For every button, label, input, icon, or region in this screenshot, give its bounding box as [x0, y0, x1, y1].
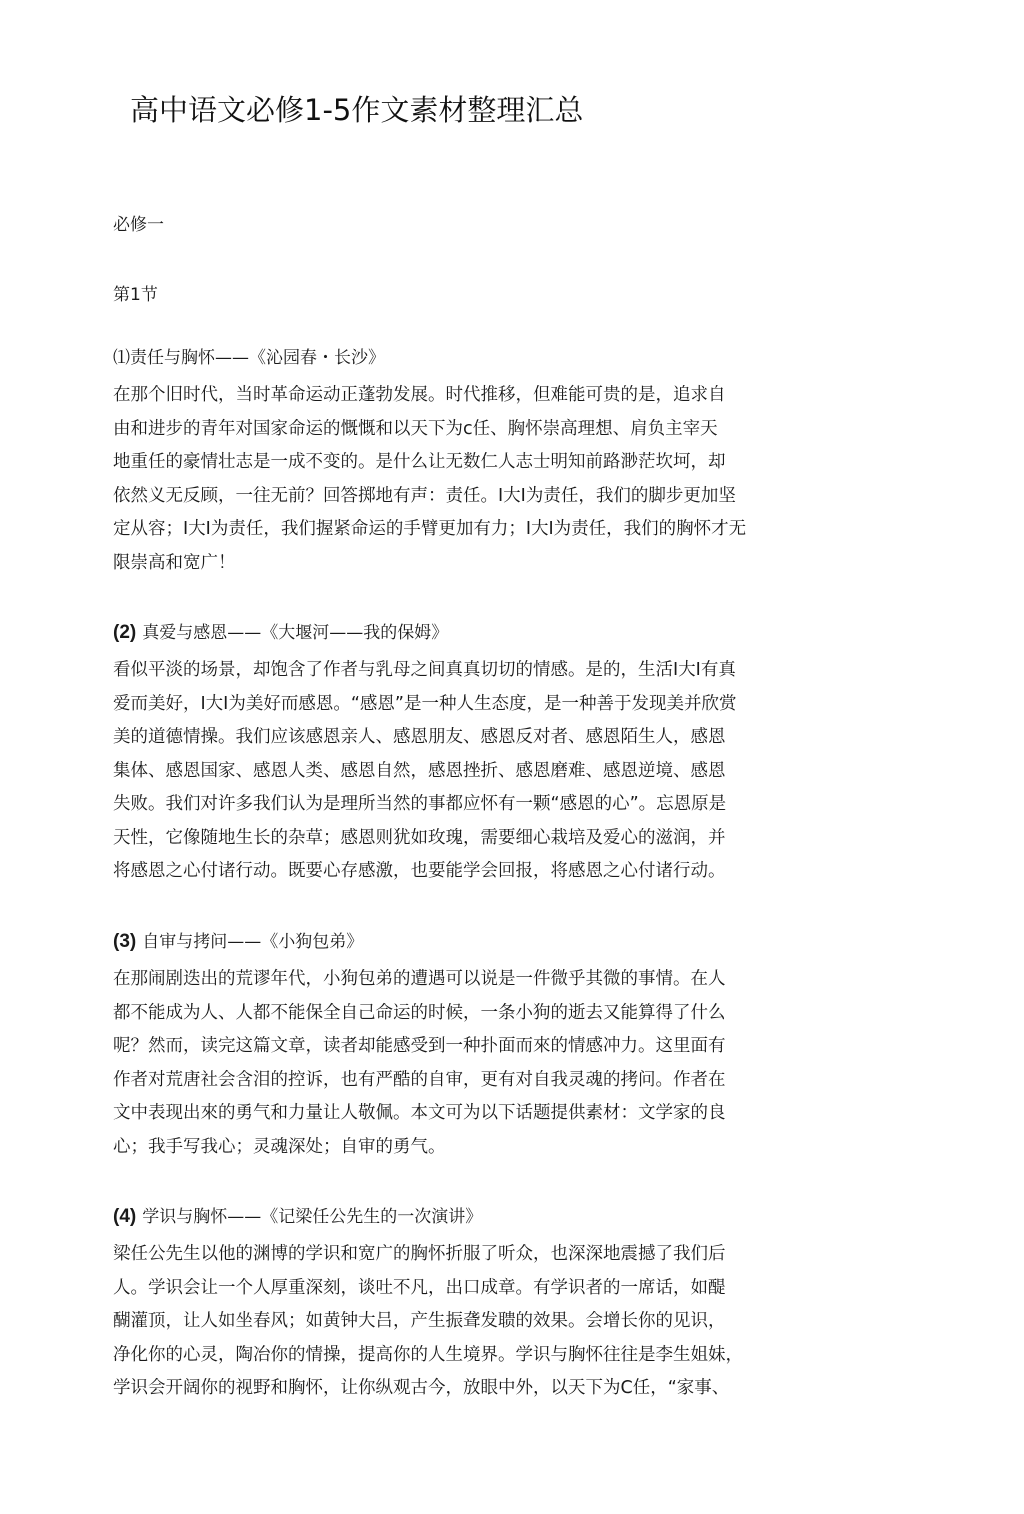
paragraph-line: 文中表现出來的勇气和力量让人敬佩。本文可为以下话题提供素材：文学家的良: [113, 1103, 726, 1123]
item-number: (4): [113, 1206, 137, 1227]
item-title: 学识与胸怀——《记梁任公先生的一次演讲》: [142, 1207, 483, 1227]
paragraph-line: 失败。我们对许多我们认为是理所当然的事都应怀有一颗“感恩的心”。忘恩原是: [113, 794, 727, 814]
volume-heading: 必修一: [113, 215, 164, 235]
paragraph-line: 由和进步的青年对国家命运的慨慨和以天下为c任、胸怀崇高理想、肩负主宰天: [113, 418, 718, 439]
item-heading: [113, 929, 873, 955]
paragraph-line: 醐灌顶，让人如坐春风；如黄钟大吕，产生振聋发聩的效果。会增长你的见识，: [113, 1311, 726, 1331]
item-heading: [113, 620, 873, 646]
paragraph-line: 人。学识会让一个人厚重深刻，谈吐不凡，出口成章。有学识者的一席话，如醍: [113, 1277, 726, 1298]
essay-item-4: [113, 1204, 873, 1406]
paragraph-line: 限崇高和宽广！: [113, 552, 236, 573]
paragraph-line: 心；我手写我心；灵魂深处；自审的勇气。: [113, 1136, 446, 1157]
paragraph-line: 梁任公先生以他的渊博的学识和宽广的胸怀折服了听众，也深深地震撼了我们后: [113, 1244, 726, 1264]
paragraph-line: 天性，它像随地生长的杂草；感恩则犹如玫瑰，需要细心栽培及爱心的滋润，并: [113, 827, 726, 848]
paragraph-line: 都不能成为人、人都不能保全自己命运的时候，一条小狗的逝去又能算得了什么: [113, 1002, 726, 1023]
essay-item-1: [113, 345, 873, 580]
section-heading: 第1节: [113, 285, 158, 305]
paragraph-line: 在那个旧时代，当时革命运动正蓬勃发展。时代推移，但难能可贵的是，追求自: [113, 385, 726, 405]
paragraph-line: 爱而美好，I大I为美好而感恩。“感恩”是一种人生态度，是一种善于发现美并欣赏: [113, 693, 737, 714]
paragraph-line: 学识会开阔你的视野和胸怀，让你纵观古今，放眼中外，以天下为C任，“家事、: [113, 1378, 730, 1398]
item-heading: [113, 345, 873, 371]
paragraph-line: 看似平淡的场景，却饱含了作者与乳母之间真真切切的情感。是的，生活I大I有真: [113, 660, 736, 680]
item-title: 责任与胸怀——《沁园春・长沙》: [130, 348, 385, 368]
paragraph-line: 呢？然而，读完这篇文章，读者却能感受到一种扑面而來的情感冲力。这里面有: [113, 1036, 726, 1056]
item-heading: [113, 1204, 873, 1230]
paragraph-line: 作者对荒唐社会含泪的控诉，也有严酷的自审，更有对自我灵魂的拷问。作者在: [113, 1069, 726, 1090]
paragraph-line: 美的道德情操。我们应该感恩亲人、感恩朋友、感恩反对者、感恩陌生人，感恩: [113, 727, 726, 747]
paragraph-line: 集体、感恩国家、感恩人类、感恩自然，感恩挫折、感恩磨难、感恩逆境、感恩: [113, 760, 726, 781]
item-title: 自审与拷问——《小狗包弟》: [142, 932, 364, 952]
paragraph-line: 净化你的心灵，陶冶你的情操，提高你的人生境界。学识与胸怀往往是李生姐妹，: [113, 1344, 743, 1365]
paragraph-line: 定从容；I大I为责任，我们握紧命运的手臂更加有力；I大I为责任，我们的胸怀才无: [113, 519, 747, 539]
item-number: (3): [113, 931, 137, 952]
paragraph-line: 依然义无反顾，一往无前？回答掷地有声：责任。I大I为责任，我们的脚步更加坚: [113, 485, 736, 506]
essay-item-3: [113, 929, 873, 1164]
paragraph-line: 将感恩之心付诸行动。既要心存感激，也要能学会回报，将感恩之心付诸行动。: [113, 861, 726, 881]
essay-item-2: [113, 620, 873, 889]
item-number: ⑴: [113, 348, 130, 367]
paragraph-line: 在那闹剧迭出的荒谬年代，小狗包弟的遭遇可以说是一件微乎其微的事情。在人: [113, 969, 726, 989]
paragraph-line: 地重任的豪情壮志是一成不变的。是什么让无数仁人志士明知前路渺茫坎坷，却: [113, 452, 726, 472]
item-title: 真爱与感恩——《大堰河——我的保姆》: [142, 623, 449, 643]
document-title: 高中语文必修1-5作文素材整理汇总: [130, 93, 584, 127]
item-number: (2): [113, 622, 137, 643]
